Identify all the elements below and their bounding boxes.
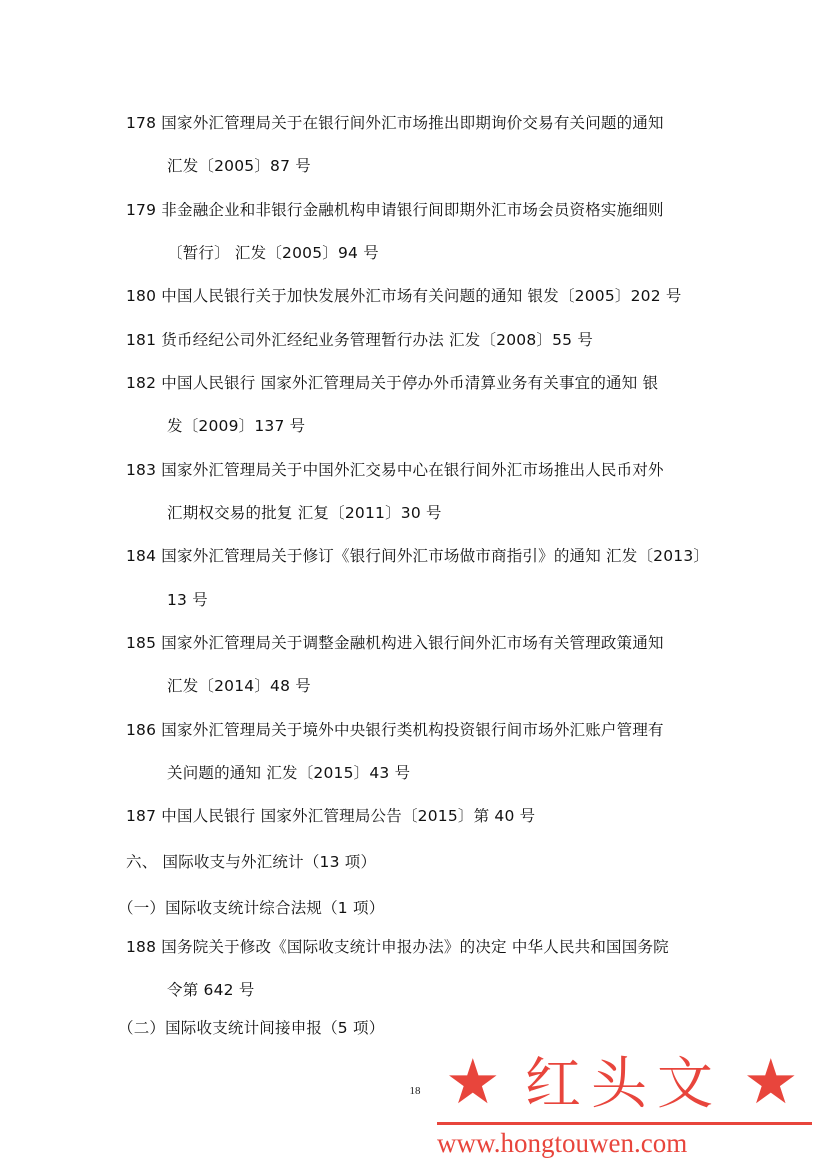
star-icon-right: ★: [743, 1045, 799, 1118]
watermark-divider: [437, 1122, 812, 1125]
entry-187-line1: 187 中国人民银行 国家外汇管理局公告〔2015〕第 40 号: [126, 807, 536, 825]
entry-185-line2: 汇发〔2014〕48 号: [167, 677, 311, 695]
entry-183-line1: 183 国家外汇管理局关于中国外汇交易中心在银行间外汇市场推出人民币对外: [126, 461, 664, 479]
watermark-banner: [425, 1045, 820, 1125]
subsection-heading-two: （二）国际收支统计间接申报（5 项）: [118, 1019, 385, 1037]
entry-179-line2: 〔暂行〕 汇发〔2005〕94 号: [167, 244, 379, 262]
entry-181-line1: 181 货币经纪公司外汇经纪业务管理暂行办法 汇发〔2008〕55 号: [126, 331, 594, 349]
entry-188-line2: 令第 642 号: [167, 981, 255, 999]
page-number: 18: [409, 1085, 421, 1097]
entry-178-line1: 178 国家外汇管理局关于在银行间外汇市场推出即期询价交易有关问题的通知: [126, 114, 664, 132]
watermark-url: www.hongtouwen.com: [437, 1128, 688, 1158]
entry-182-line1: 182 中国人民银行 国家外汇管理局关于停办外币清算业务有关事宜的通知 银: [126, 374, 659, 392]
entry-179-line1: 179 非金融企业和非银行金融机构申请银行间即期外汇市场会员资格实施细则: [126, 201, 664, 219]
entry-180-line1: 180 中国人民银行关于加快发展外汇市场有关问题的通知 银发〔2005〕202 号: [126, 287, 682, 305]
star-icon-left: ★: [445, 1045, 501, 1118]
entry-186-line2: 关问题的通知 汇发〔2015〕43 号: [167, 764, 411, 782]
entry-182-line2: 发〔2009〕137 号: [167, 417, 306, 435]
entry-184-line2: 13 号: [167, 591, 208, 609]
watermark-title: 红头文: [525, 1052, 723, 1117]
watermark-logo: [425, 1045, 820, 1165]
entry-186-line1: 186 国家外汇管理局关于境外中央银行类机构投资银行间市场外汇账户管理有: [126, 721, 664, 739]
entry-185-line1: 185 国家外汇管理局关于调整金融机构进入银行间外汇市场有关管理政策通知: [126, 634, 664, 652]
entry-183-line2: 汇期权交易的批复 汇复〔2011〕30 号: [167, 504, 442, 522]
subsection-heading-one: （一）国际收支统计综合法规（1 项）: [118, 899, 385, 917]
entry-184-line1: 184 国家外汇管理局关于修订《银行间外汇市场做市商指引》的通知 汇发〔2013〕: [126, 547, 710, 565]
entry-188-line1: 188 国务院关于修改《国际收支统计申报办法》的决定 中华人民共和国国务院: [126, 938, 669, 956]
section-heading-six: 六、 国际收支与外汇统计（13 项）: [126, 853, 377, 871]
entry-178-line2: 汇发〔2005〕87 号: [167, 157, 311, 175]
